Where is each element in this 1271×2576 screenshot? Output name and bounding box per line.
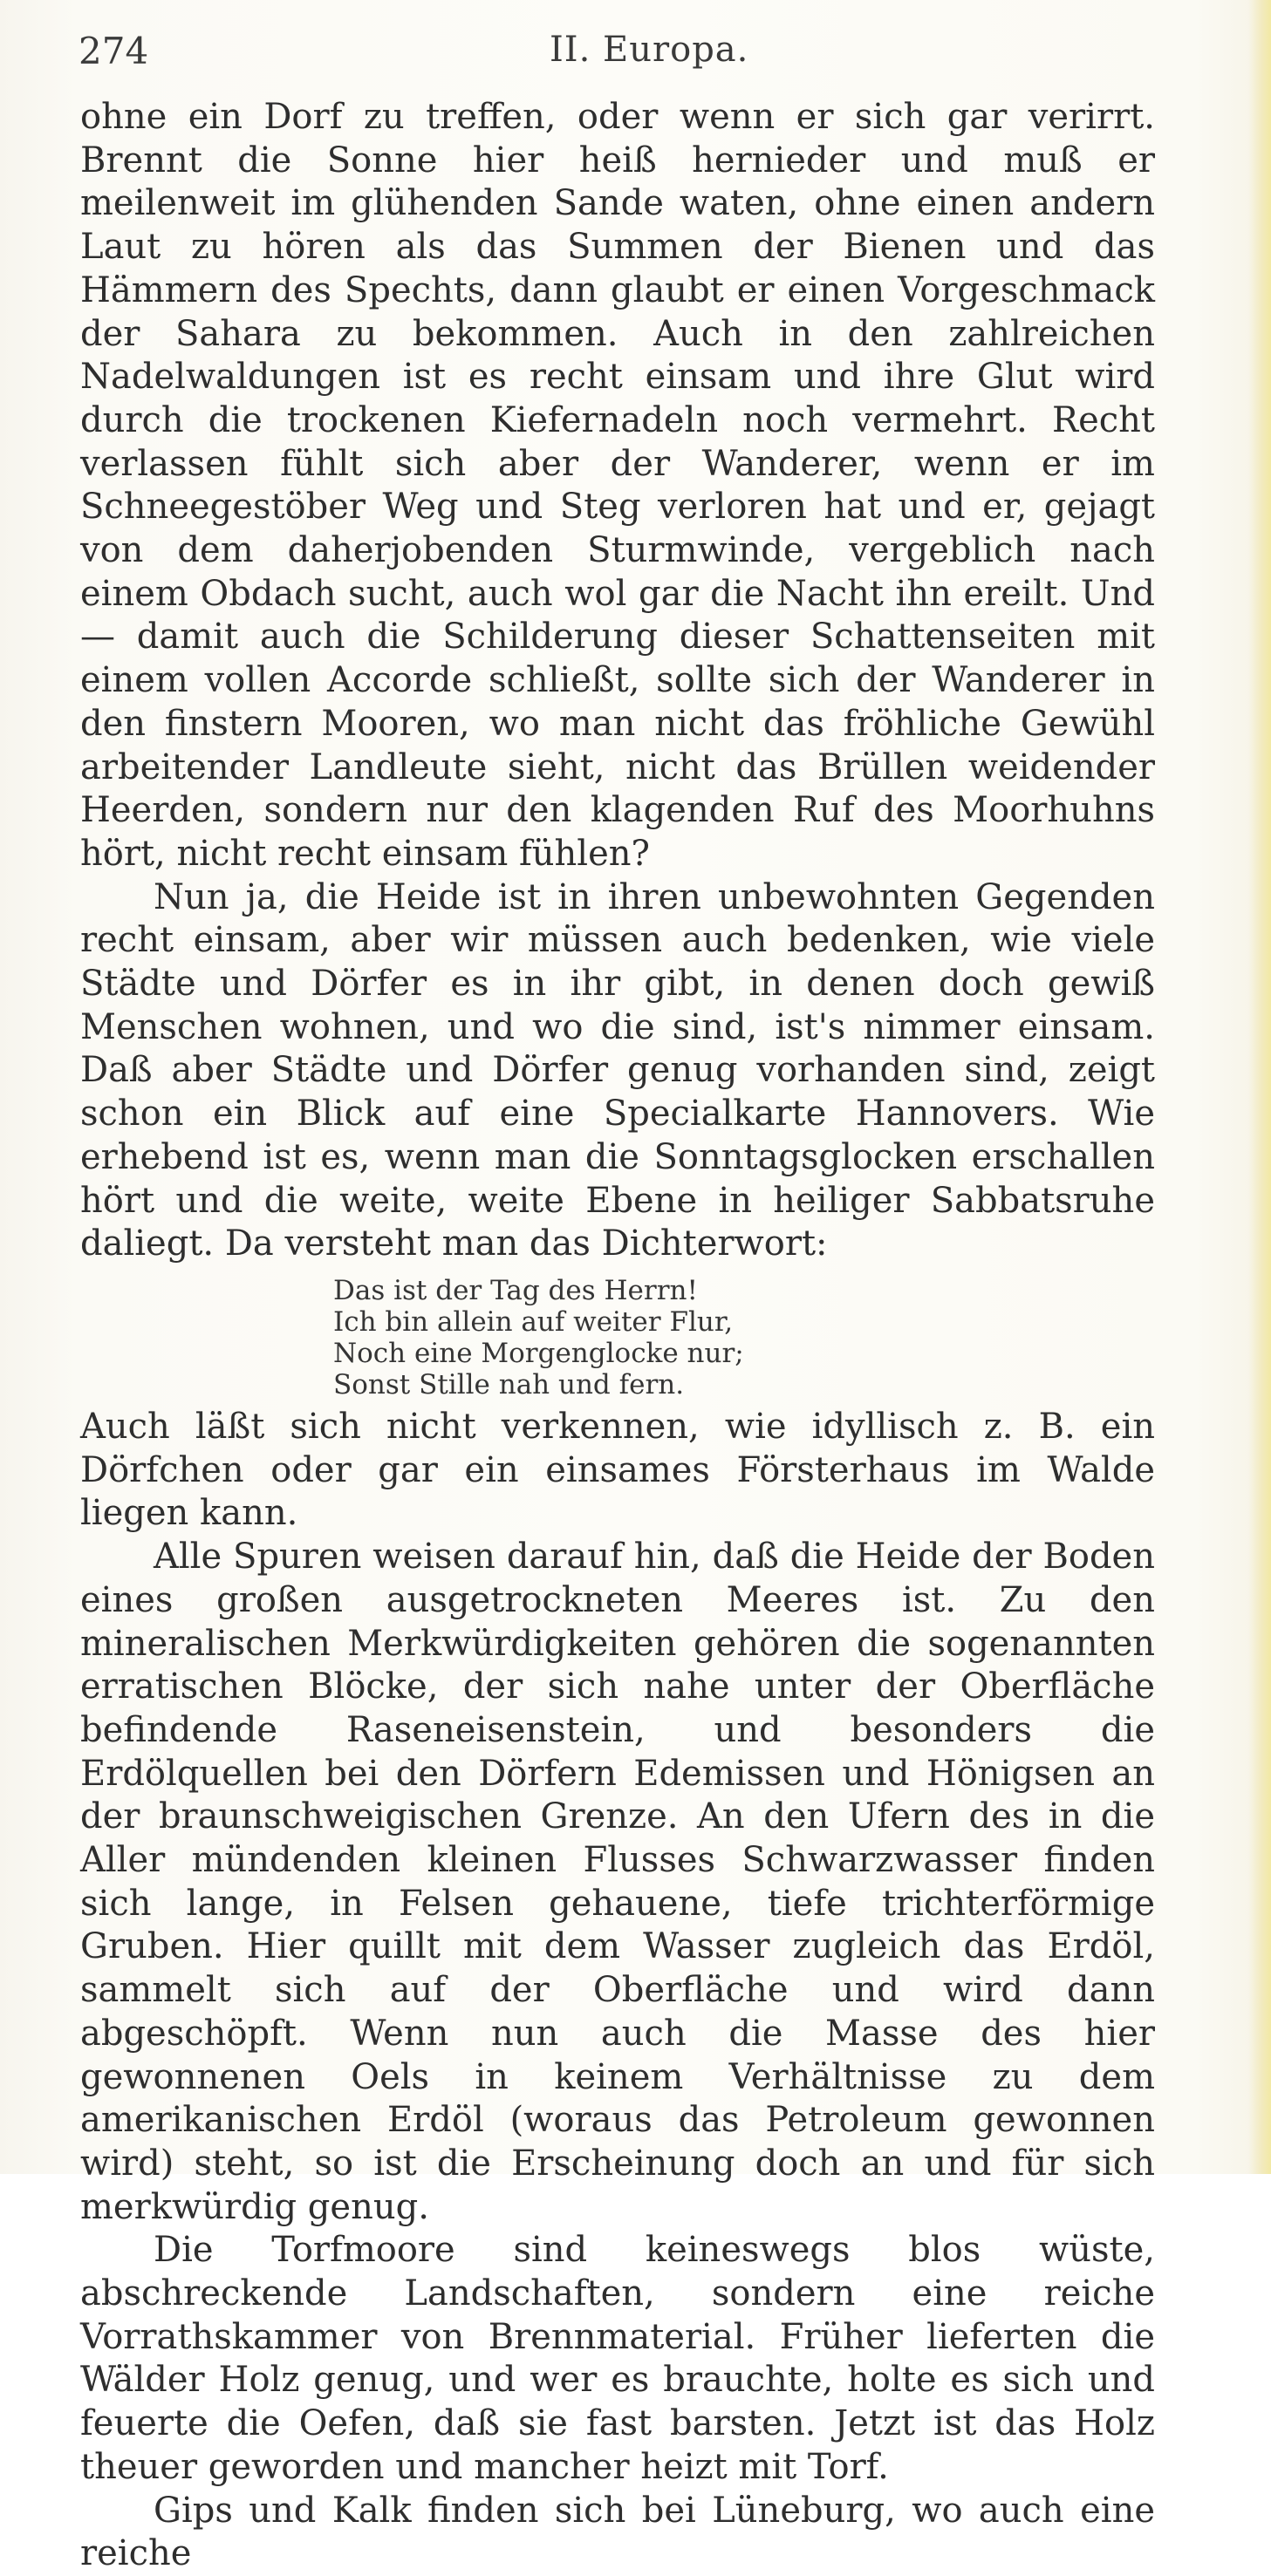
- poem-line: Noch eine Morgenglocke nur;: [333, 1337, 744, 1369]
- poem-quote: [333, 1275, 1155, 1400]
- paragraph: Die Torfmoore sind keineswegs blos wüste, abschreckende Landschaften, sondern eine reiche Vorrathskammer von Brennmaterial. Früher lieferten die Wälder Holz genug, und wer es brauchte, holte es sich und feuerte die Oefen, daß sie fast barsten. Jetzt ist das Holz theuer geworden und mancher heizt mit Torf.: [80, 2230, 1155, 2487]
- poem-line: Sonst Stille nah und fern.: [333, 1368, 685, 1400]
- paragraph: Auch läßt sich nicht verkennen, wie idyllisch z. B. ein Dörfchen oder gar ein einsames Försterhaus im Walde liegen kann.: [80, 1406, 1155, 1534]
- page-header: [79, 26, 1151, 78]
- paragraph: Alle Spuren weisen darauf hin, daß die Heide der Boden eines großen ausgetrockneten Meeres ist. Zu den mineralischen Merkwürdigkeiten gehören die sogenannten erratischen Blöcke, der sich nahe unter der Oberfläche befindende Raseneisenstein, und besonders die Erdölquellen bei den Dörfern Edemissen und Hönigsen an der braunschweigischen Grenze. An den Ufern des in die Aller mündenden kleinen Flusses Schwarzwasser finden sich lange, in Felsen gehauene, tiefe trichterförmige Gruben. Hier quillt mit dem Wasser zugleich das Erdöl, sammelt sich auf der Oberfläche und wird dann abgeschöpft. Wenn nun auch die Masse des hier gewonnenen Oels in keinem Verhältnisse zu dem amerikanischen Erdöl (woraus das Petroleum gewonnen wird) steht, so ist die Erscheinung doch an und für sich merkwürdig genug.: [80, 1537, 1155, 2227]
- paragraph: Nun ja, die Heide ist in ihren unbewohnten Gegenden recht einsam, aber wir müssen auch bedenken, wie viele Städte und Dörfer es in ihr gibt, in denen doch gewiß Menschen wohnen, und wo die sind, ist's nimmer einsam. Daß aber Städte und Dörfer genug vorhanden sind, zeigt schon ein Blick auf eine Specialkarte Hannovers. Wie erhebend ist es, wenn man die Sonntagsglocken erschallen hört und die weite, weite Ebene in heiliger Sabbatsruhe daliegt. Da versteht man das Dichterwort:: [80, 876, 1155, 1264]
- poem-line: Das ist der Tag des Herrn!: [333, 1274, 698, 1306]
- page-edge-stain: [1248, 0, 1271, 2174]
- running-head: II. Europa.: [550, 30, 749, 70]
- poem-line: Ich bin allein auf weiter Flur,: [333, 1305, 734, 1338]
- body-text: [80, 96, 1155, 2576]
- page-number: 274: [79, 30, 149, 72]
- paragraph: ohne ein Dorf zu treffen, oder wenn er sich gar verirrt. Brennt die Sonne hier heiß hernieder und muß er meilenweit im glühenden Sande waten, ohne einen andern Laut zu hören als das Summen der Bienen und das Hämmern des Spechts, dann glaubt er einen Vorgeschmack der Sahara zu bekommen. Auch in den zahlreichen Nadelwaldungen ist es recht einsam und ihre Glut wird durch die trockenen Kiefernadeln noch vermehrt. Recht verlassen fühlt sich aber der Wanderer, wenn er im Schneegestöber Weg und Steg verloren hat und er, gejagt von dem daherjobenden Sturmwinde, vergeblich nach einem Obdach sucht, auch wol gar die Nacht ihn ereilt. Und — damit auch die Schilderung dieser Schattenseiten mit einem vollen Accorde schließt, sollte sich der Wanderer in den finstern Mooren, wo man nicht das fröhliche Gewühl arbeitender Landleute sieht, nicht das Brüllen weidender Heerden, sondern nur den klagenden Ruf des Moorhuhns hört, nicht recht einsam fühlen?: [80, 97, 1155, 874]
- paragraph: Gips und Kalk finden sich bei Lüneburg, wo auch eine reiche: [80, 2490, 1155, 2574]
